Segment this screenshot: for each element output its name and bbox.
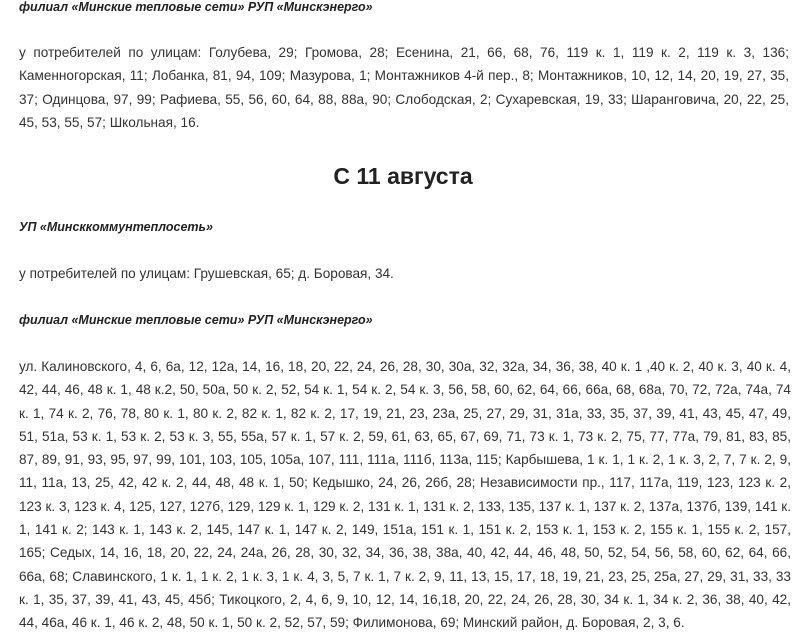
address-list-paragraph: у потребителей по улицам: Грушевская, 65; д. Боровая, 34. [19, 266, 394, 281]
date-heading: С 11 августа [333, 163, 473, 189]
address-list-paragraph: у потребителей по улицам: Голубева, 29; Громова, 28; Есенина, 21, 66, 68, 76, 119 к. 1, 119 к. 2, 119 к. 3, 136; Каменногорская, 11; Лобанка, 81, 94, 109; Мазурова, 1; Монтажников 4-й пер., 8; Монтажников, 10, 12, 14, 20, 19, 27, 35, 37; Одинцова, 97, 99; Рафиева, 55, 56, 60, 64, 88, 88а, 90; Слободская, 2; Сухаревская, 19, 33; Шаранговича, 20, 22, 25, 45, 53, 55, 57; Школьная, 16. [19, 45, 789, 130]
org-name-minsk-heat-networks: филиал «Минские тепловые сети» РУП «Минскэнерго» [19, 0, 373, 14]
org-name-minsk-heat-networks: филиал «Минские тепловые сети» РУП «Минскэнерго» [19, 313, 373, 327]
address-list-paragraph: ул. Калиновского, 4, 6, 6а, 12, 12а, 14, 16, 18, 20, 22, 24, 26, 28, 30, 30а, 32, 32а, 34, 36, 38, 40 к. 1 ,40 к. 2, 40 к. 3, 40 к. 4, 42, 44, 46, 48 к. 1, 48 к.2, 50, 50а, 50 к. 2, 52, 54 к. 1, 54 к. 2, 54 к. 3, 56, 58, 60, 62, 64, 66, 66а, 68, 68а, 70, 72, 72а, 74а, 74 к. 1, 74 к. 2, 76, 78, 80 к. 1, 80 к. 2, 82 к. 1, 82 к. 2, 17, 19, 21, 23, 23а, 25, 27, 29, 31, 31а, 33, 35, 37, 39, 41, 43, 45, 47, 49, 51, 51а, 53 к. 1, 53 к. 2, 53 к. 3, 55, 55а, 57 к. 1, 57 к. 2, 59, 61, 63, 65, 67, 69, 71, 73 к. 1, 73 к. 2, 75, 77, 77а, 79, 81, 83, 85, 87, 89, 91, 93, 95, 97, 99, 101, 103, 105, 105а, 107, 111, 111а, 111б, 113а, 115; Карбышева, 1 к. 1, 1 к. 2, 1 к. 3, 2, 7, 7 к. 2, 9, 11, 11а, 13, 25, 42, 42 к. 2, 44, 48, 48 к. 1, 50; Кедышко, 24, 26, 26б, 28; Независимости пр., 117, 117а, 119, 123, 123 к. 2, 123 к. 3, 123 к. 4, 125, 127, 127б, 129, 129 к. 1, 129 к. 2, 131 к. 1, 131 к. 2, 133, 135, 137 к. 1, 137 к. 2, 137а, 137б, 139, 141 к. 1, 141 к. 2; 143 к. 1, 143 к. 2, 145, 147 к. 1, 147 к. 2, 149, 151а, 151 к. 1, 151 к. 2, 153 к. 1, 153 к. 2, 155 к. 1, 155 к. 2, 157, 165; Седых, 14, 16, 18, 20, 22, 24, 24а, 26, 28, 30, 32, 34, 36, 38, 38а, 40, 42, 44, 46, 48, 50, 52, 54, 56, 58, 60, 62, 64, 66, 66а, 68; Славинского, 1 к. 1, 1 к. 2, 1 к. 3, 1 к. 4, 3, 5, 7 к. 1, 7 к. 2, 9, 11, 13, 15, 17, 18, 19, 21, 23, 25, 25а, 27, 29, 31, 33, 33 к. 1, 35, 37, 39, 41, 43, 45, 45б; Тикоцкого, 2, 4, 6, 9, 10, 12, 14, 16,18, 20, 22, 24, 26, 28, 30, 34 к. 1, 34 к. 2, 36, 38, 40, 42, 44, 46а, 46 к. 1, 46 к. 2, 48, 50 к. 1, 50 к. 2, 52, 57, 59; Филимонова, 69; Минский район, д. Боровая, 2, 3, 6. [19, 359, 791, 631]
org-name-minskkommunteploset: УП «Минсккоммунтеплосеть» [19, 220, 213, 234]
